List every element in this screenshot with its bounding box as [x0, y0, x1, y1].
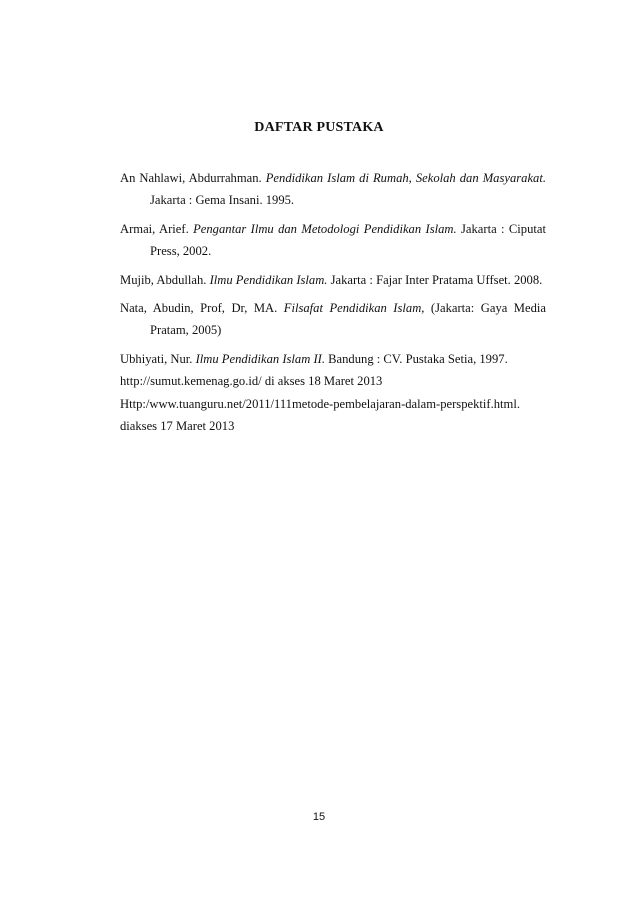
reference-publisher: Jakarta : Fajar Inter Pratama Uffset. 2008.: [330, 272, 543, 287]
reference-author: Mujib, Abdullah.: [120, 272, 207, 287]
reference-publisher: Bandung : CV. Pustaka Setia, 1997.: [328, 351, 508, 366]
reference-entry: [120, 297, 546, 342]
reference-publisher: Jakarta : Ciputat Press, 2002.: [150, 221, 546, 259]
reference-title: Ilmu Pendidikan Islam II.: [195, 351, 325, 366]
reference-entry: [120, 269, 546, 291]
reference-publisher: (Jakarta: Gaya Media Pratam, 2005): [150, 301, 546, 338]
reference-title: Ilmu Pendidikan Islam.: [209, 272, 328, 287]
reference-entry: [120, 218, 546, 263]
reference-author: Ubhiyati, Nur.: [120, 351, 193, 366]
reference-entry: [120, 348, 546, 370]
reference-list: [120, 167, 546, 437]
reference-title: Pengantar Ilmu dan Metodologi Pendidikan Islam.: [193, 221, 457, 236]
page-title: DAFTAR PUSTAKA: [254, 120, 384, 135]
reference-entry: [120, 167, 546, 212]
web-reference: diakses 17 Maret 2013: [120, 419, 235, 434]
reference-author: Nata, Abudin, Prof, Dr, MA.: [120, 301, 278, 316]
web-reference: Http:/www.tuanguru.net/2011/111metode-pembelajaran-dalam-perspektif.html.: [120, 396, 520, 411]
page-number: 15: [312, 811, 326, 823]
reference-author: Armai, Arief.: [120, 221, 189, 236]
web-reference: http://sumut.kemenag.go.id/ di akses 18 Maret 2013: [120, 374, 383, 389]
reference-publisher: Jakarta : Gema Insani. 1995.: [150, 193, 295, 208]
reference-author: An Nahlawi, Abdurrahman.: [120, 171, 262, 185]
reference-title: Filsafat Pendidikan Islam,: [283, 301, 425, 316]
reference-title: Pendidikan Islam di Rumah, Sekolah dan Masyarakat.: [265, 171, 546, 185]
